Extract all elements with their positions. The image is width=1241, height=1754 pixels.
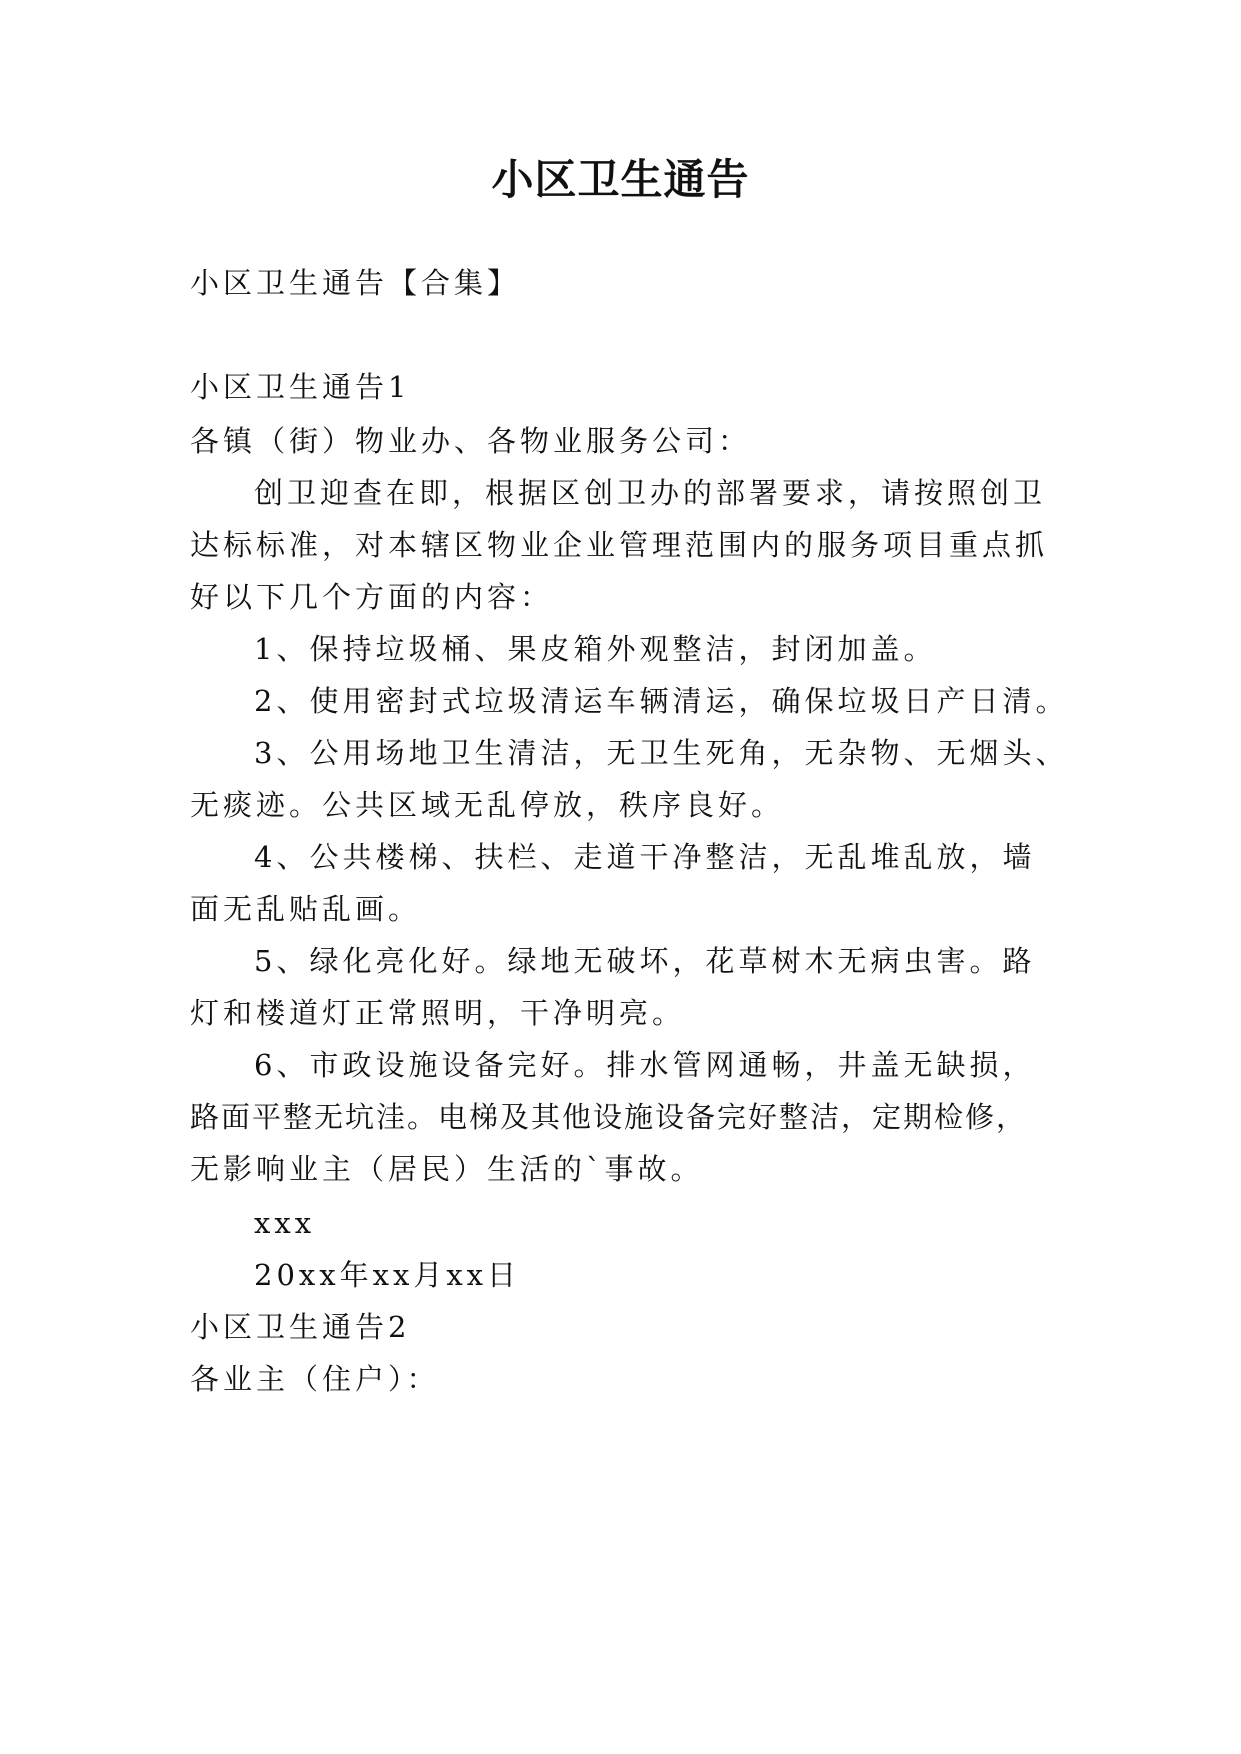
notice1-item-1: 1、保持垃圾桶、果皮箱外观整洁，封闭加盖。 [254, 632, 937, 666]
notice1-item-5: 5、绿化亮化好。绿地无破坏，花草树木无病虫害。路 [254, 944, 1036, 978]
notice1-item-6-cont: 无影响业主（居民）生活的`事故。 [190, 1152, 704, 1186]
notice1-intro-line: 好以下几个方面的内容： [190, 580, 554, 614]
notice1-signature: xxx [254, 1206, 316, 1240]
collection-heading: 小区卫生通告【合集】 [190, 266, 521, 300]
notice1-item-3-cont: 无痰迹。公共区域无乱停放，秩序良好。 [190, 788, 785, 822]
notice1-addressee: 各镇（街）物业办、各物业服务公司： [190, 424, 752, 458]
notice1-item-4: 4、公共楼梯、扶栏、走道干净整洁，无乱堆乱放，墙 [254, 840, 1036, 874]
notice1-item-2: 2、使用密封式垃圾清运车辆清运，确保垃圾日产日清。 [254, 684, 1069, 718]
notice1-item-3: 3、公用场地卫生清洁，无卫生死角，无杂物、无烟头、 [254, 736, 1069, 770]
notice2-addressee: 各业主（住户）： [190, 1362, 440, 1396]
notice1-item-6: 6、市政设施设备完好。排水管网通畅，井盖无缺损， [254, 1048, 1036, 1082]
notice1-heading: 小区卫生通告1 [190, 370, 411, 404]
notice1-intro-line: 达标标准，对本辖区物业企业管理范围内的服务项目重点抓 [190, 528, 1049, 562]
notice1-item-6-cont: 路面平整无坑洼。电梯及其他设施设备完好整洁，定期检修， [190, 1100, 1028, 1134]
notice1-item-4-cont: 面无乱贴乱画。 [190, 892, 422, 926]
notice1-item-5-cont: 灯和楼道灯正常照明，干净明亮。 [190, 996, 686, 1030]
notice1-intro-line: 创卫迎查在即，根据区创卫办的部署要求，请按照创卫 [254, 476, 1047, 510]
notice2-heading: 小区卫生通告2 [190, 1310, 411, 1344]
notice1-date: 20xx年xx月xx日 [254, 1258, 521, 1292]
page-title: 小区卫生通告 [491, 155, 750, 204]
